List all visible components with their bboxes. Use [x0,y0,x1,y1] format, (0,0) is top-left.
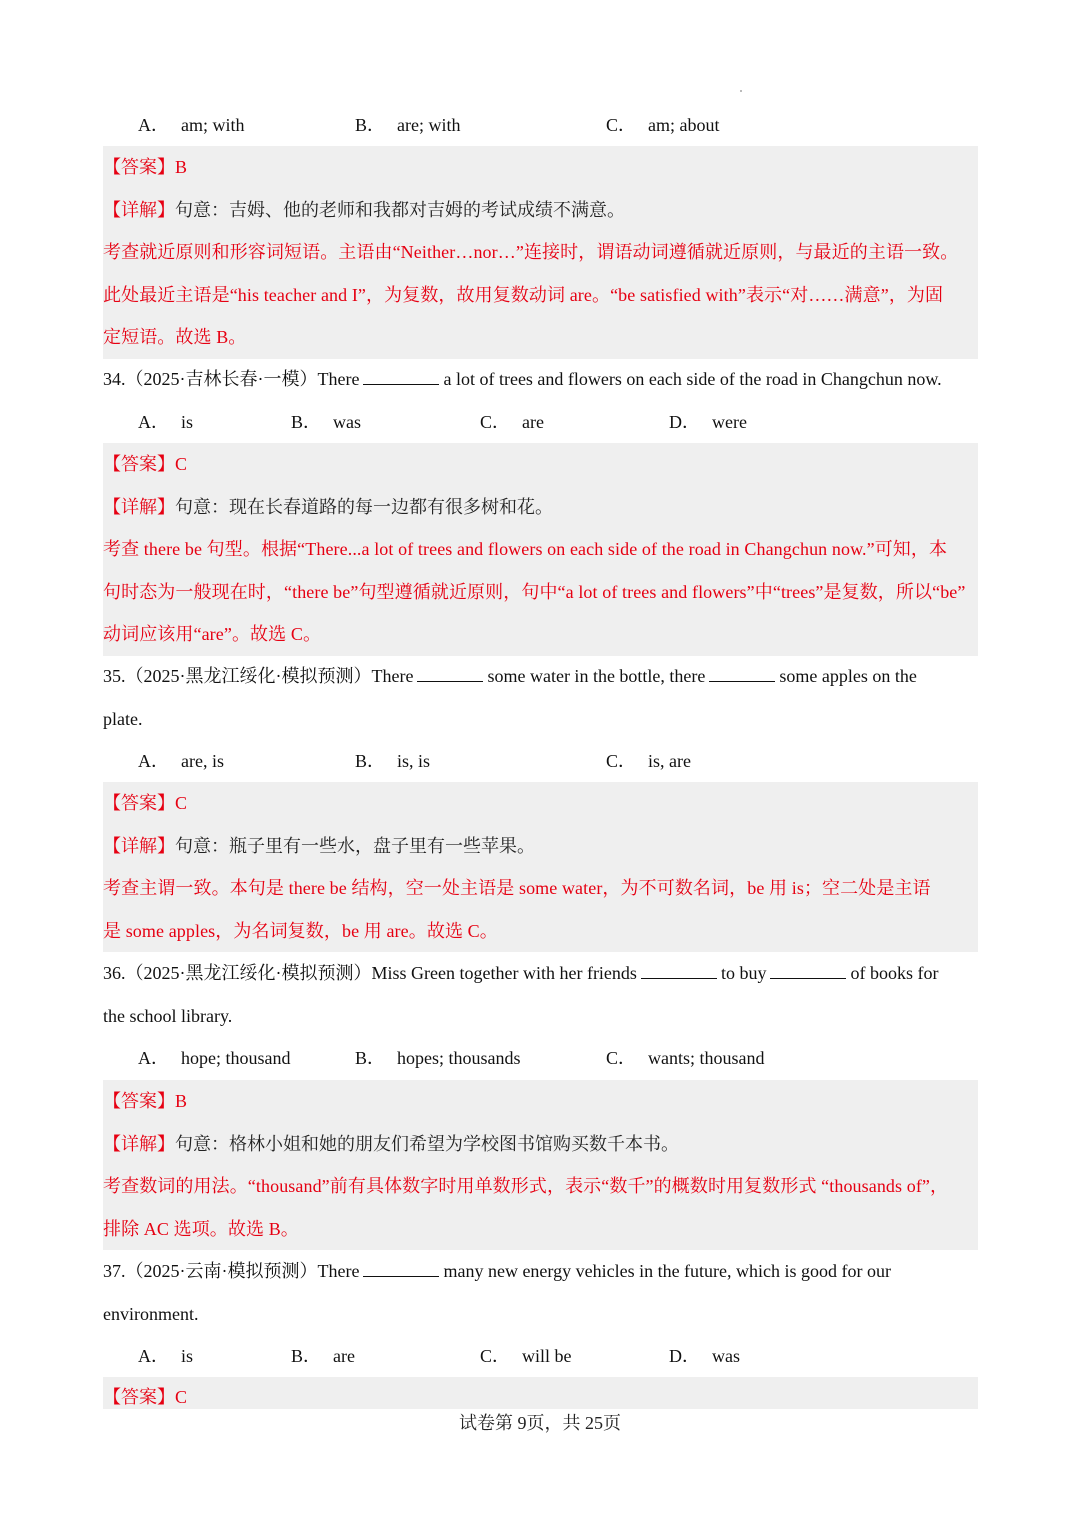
q34-answer-box [103,443,978,656]
q34-stem: 34.（2025·吉林长春·一模）There a lot of trees and flowers on each side of the road in Changchun now. [103,369,942,389]
q34-option-c: C． are [480,412,544,432]
q33-detail-line: 【详解】句意：吉姆、他的老师和我都对吉姆的考试成绩不满意。 [103,199,625,220]
q33-explanation-1: 考查就近原则和形容词短语。主语由“Neither…nor…”连接时，谓语动词遵循就近原则，与最近的主语一致。 [103,242,959,262]
q35-blank-2 [709,680,775,682]
q37-option-c: C． will be [480,1346,572,1366]
q34-answer-line: 【答案】C [103,454,188,474]
q36-option-a: A． hope; thousand [138,1048,291,1068]
q33-option-b: B． are; with [355,115,461,135]
q36-explanation-1: 考查数词的用法。“thousand”前有具体数字时用单数形式，表示“数千”的概数时用复数形式 “thousands of”， [103,1176,949,1196]
q36-option-c: C． wants; thousand [606,1048,765,1068]
q34-explanation-3: 动词应该用“are”。故选 C。 [103,624,322,644]
q34-option-b: B． was [291,412,362,432]
q34-options [103,402,983,442]
q33-answer-box [103,146,978,359]
q37-options [103,1336,983,1376]
q35-explanation-1: 考查主谓一致。本句是 there be 结构，空一处主语是 some water，为不可数名词，be 用 is；空二处是主语 [103,878,931,898]
q35-option-c: C． is, are [606,751,691,771]
q35-blank-1 [417,680,483,682]
q36-options [103,1038,983,1078]
q34-explanation-2: 句时态为一般现在时，“there be”句型遵循就近原则，句中“a lot of trees and flowers”中“trees”是复数，所以“be” [103,581,966,602]
q35-option-a: A． are, is [138,751,224,771]
q37-blank [363,1275,439,1277]
q33-options [103,105,983,145]
q36-stem: 36.（2025·黑龙江绥化·模拟预测）Miss Green together with her friends to buy of books for [103,963,939,983]
q36-blank-2 [770,977,846,979]
q35-answer-line: 【答案】C [103,793,188,813]
q37-option-b: B． are [291,1346,355,1366]
q36-explanation-2: 排除 AC 选项。故选 B。 [103,1218,299,1239]
q36-option-b: B． hopes; thousands [355,1048,521,1068]
q33-option-c: C． am; about [606,115,720,135]
q36-answer-box [103,1080,978,1250]
q35-stem-line2: plate. [103,709,143,729]
q33-explanation-2: 此处最近主语是“his teacher and I”，为复数，故用复数动词 are。“be satisfied with”表示“对……满意”，为固 [103,284,944,305]
q35-detail-line: 【详解】句意：瓶子里有一些水，盘子里有一些苹果。 [103,835,535,856]
q33-answer-line: 【答案】B [103,157,188,177]
q37-answer-box [103,1377,978,1409]
q36-detail-line: 【详解】句意：格林小姐和她的朋友们希望为学校图书馆购买数千本书。 [103,1133,679,1154]
q35-stem: 35.（2025·黑龙江绥化·模拟预测）There some water in the bottle, there some apples on the [103,666,917,686]
q37-option-a: A． is [138,1346,194,1366]
q34-option-d: D． were [669,412,747,432]
q35-options [103,741,983,781]
q36-stem-line2: the school library. [103,1006,233,1026]
q37-answer-line: 【答案】C [103,1387,188,1407]
q33-option-a: A． am; with [138,115,245,135]
stray-mark [740,90,742,92]
q35-option-b: B． is, is [355,751,431,771]
q35-answer-box [103,782,978,952]
q34-option-a: A． is [138,412,194,432]
q33-explanation-3: 定短语。故选 B。 [103,327,247,347]
q35-explanation-2: 是 some apples，为名词复数，be 用 are。故选 C。 [103,920,498,941]
q34-blank [363,383,439,385]
q37-stem-line2: environment. [103,1304,199,1324]
q37-option-d: D． was [669,1346,740,1366]
q37-stem: 37.（2025·云南·模拟预测）There many new energy vehicles in the future, which is good for our [103,1261,892,1281]
q36-answer-line: 【答案】B [103,1091,188,1111]
q36-blank-1 [641,977,717,979]
q34-explanation-1: 考查 there be 句型。根据“There...a lot of trees and flowers on each side of the road in Changchun now.”可知，本 [103,539,948,559]
page-footer: 试卷第 9页，共 25页 [459,1413,621,1433]
q34-detail-line: 【详解】句意：现在长春道路的每一边都有很多树和花。 [103,496,553,517]
